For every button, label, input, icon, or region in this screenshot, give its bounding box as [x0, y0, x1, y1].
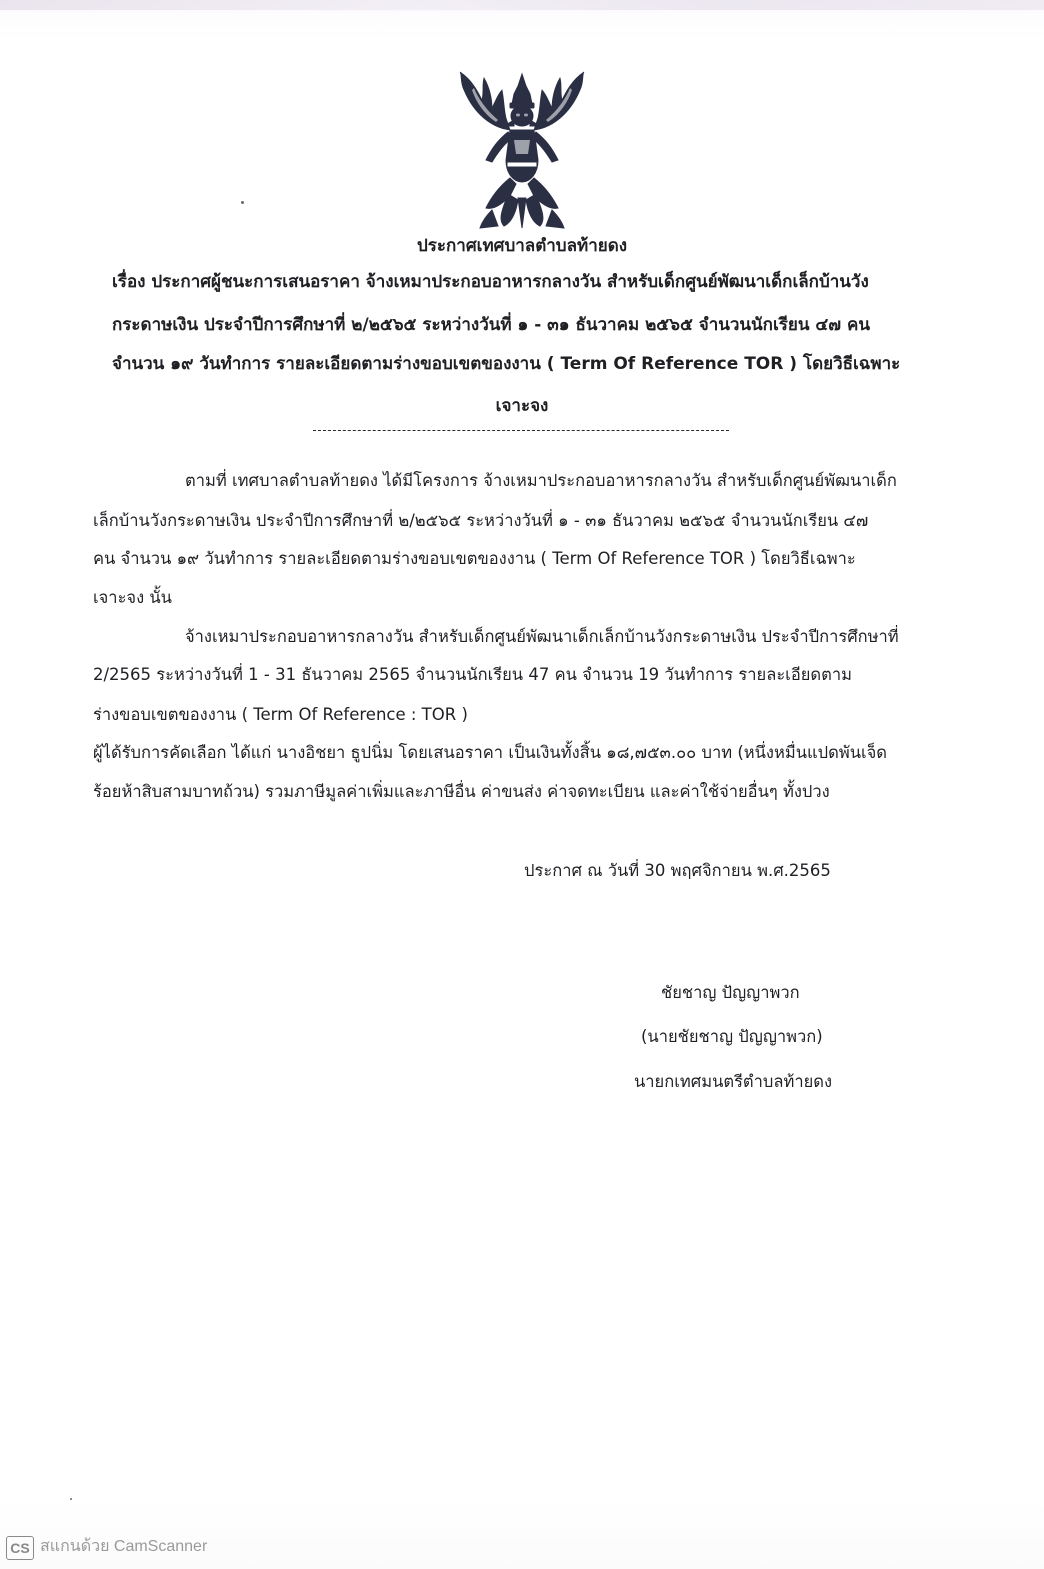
paragraph-2-line-2: 2/2565 ระหว่างวันที่ 1 - 31 ธันวาคม 2565 จำนวนนักเรียน 47 คน จำนวน 19 วันทำการ รายละเอียดตาม: [93, 665, 852, 684]
camscanner-footer-text: สแกนด้วย CamScanner: [40, 1538, 208, 1555]
scan-top-edge: [0, 0, 1044, 10]
paragraph-2-line-1: จ้างเหมาประกอบอาหารกลางวัน สำหรับเด็กศูนย์พัฒนาเด็กเล็กบ้านวังกระดาษเงิน ประจำปีการศึกษาที่: [185, 627, 899, 646]
subject-line-4: เจาะจง: [495, 396, 549, 416]
signed-name: ชัยชาญ ปัญญาพวก: [661, 983, 800, 1002]
announcement-date: ประกาศ ณ วันที่ 30 พฤศจิกายน พ.ศ.2565: [524, 861, 831, 880]
subject-line-1: เรื่อง ประกาศผู้ชนะการเสนอราคา จ้างเหมาประกอบอาหารกลางวัน สำหรับเด็กศูนย์พัฒนาเด็กเล็กบ้านวัง: [112, 272, 869, 292]
paragraph-3-line-2: ร้อยห้าสิบสามบาทถ้วน) รวมภาษีมูลค่าเพิ่มและภาษีอื่น ค่าขนส่ง ค่าจดทะเบียน และค่าใช้จ่ายอื่นๆ ทั้งปวง: [93, 782, 830, 801]
paragraph-1-line-2: เล็กบ้านวังกระดาษเงิน ประจำปีการศึกษาที่ ๒/๒๕๖๕ ระหว่างวันที่ ๑ - ๓๑ ธันวาคม ๒๕๖๕ จำนวนนักเรียน ๔๗: [93, 511, 869, 530]
separator-line: [313, 430, 729, 431]
paragraph-1-line-1: ตามที่ เทศบาลตำบลท้ายดง ได้มีโครงการ จ้างเหมาประกอบอาหารกลางวัน สำหรับเด็กศูนย์พัฒนาเด็ก: [185, 471, 897, 490]
subject-line-3: จำนวน ๑๙ วันทำการ รายละเอียดตามร่างขอบเขตของงาน ( Term Of Reference TOR ) โดยวิธีเฉพาะ: [112, 354, 901, 374]
paragraph-1-line-3: คน จำนวน ๑๙ วันทำการ รายละเอียดตามร่างขอบเขตของงาน ( Term Of Reference TOR ) โดยวิธีเฉพาะ: [93, 549, 856, 568]
paragraph-1-line-4: เจาะจง นั้น: [93, 588, 172, 607]
signer-position: นายกเทศมนตรีตำบลท้ายดง: [634, 1072, 833, 1091]
scan-speck: [241, 201, 244, 204]
announcement-title: ประกาศเทศบาลตำบลท้ายดง: [416, 236, 628, 256]
paragraph-3-line-1: ผู้ได้รับการคัดเลือก ได้แก่ นางอิชยา ธูปนิ่ม โดยเสนอราคา เป็นเงินทั้งสิ้น ๑๘,๗๕๓.๐๐ บาท (หนึ่งหมื่นแปดพันเจ็ด: [93, 743, 888, 762]
paragraph-2-line-3: ร่างขอบเขตของงาน ( Term Of Reference : TOR ): [93, 705, 468, 724]
subject-line-2: กระดาษเงิน ประจำปีการศึกษาที่ ๒/๒๕๖๕ ระหว่างวันที่ ๑ - ๓๑ ธันวาคม ๒๕๖๕ จำนวนนักเรียน ๔๗ คน: [112, 315, 870, 335]
camscanner-logo-icon: CS: [6, 1536, 34, 1560]
scan-speck: [70, 1498, 72, 1500]
garuda-emblem-icon: [452, 70, 592, 230]
printed-name: (นายชัยชาญ ปัญญาพวก): [641, 1027, 823, 1046]
